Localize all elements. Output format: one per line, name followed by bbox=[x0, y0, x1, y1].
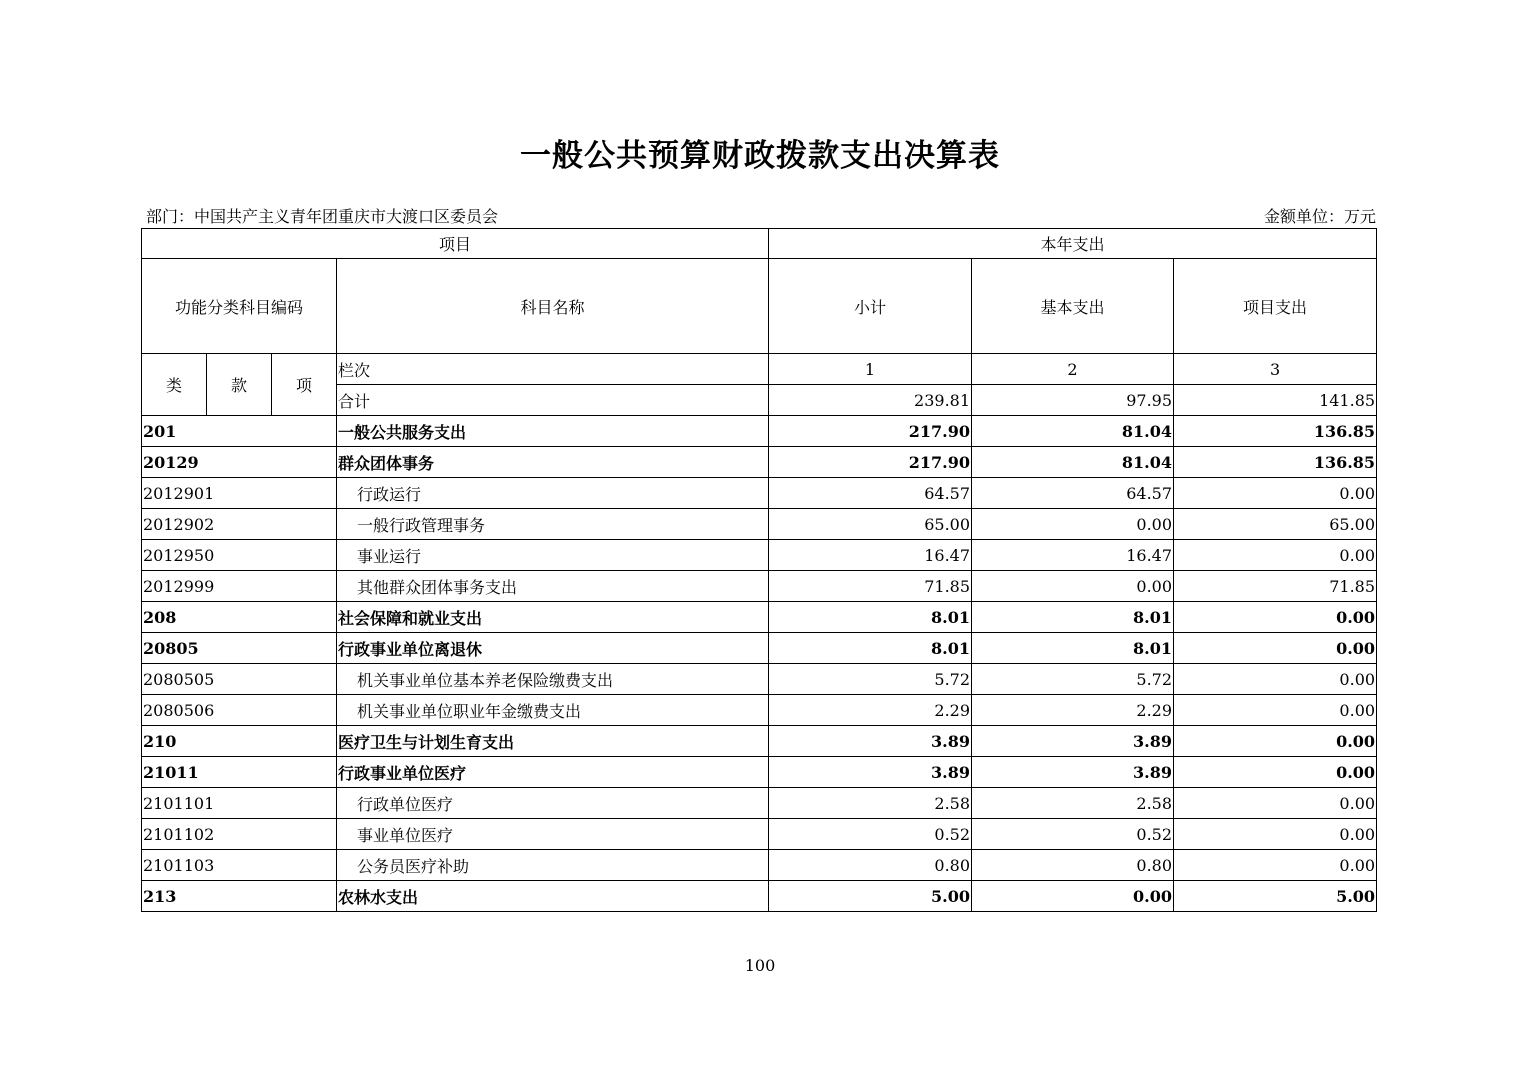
row-basic: 0.80 bbox=[972, 850, 1174, 881]
row-code: 208 bbox=[142, 602, 337, 633]
table-row bbox=[142, 478, 1377, 509]
table-row bbox=[142, 571, 1377, 602]
header-project: 项目 bbox=[142, 229, 769, 259]
row-project: 0.00 bbox=[1174, 478, 1377, 509]
row-name: 行政单位医疗 bbox=[337, 788, 769, 819]
table-row bbox=[142, 850, 1377, 881]
row-name: 社会保障和就业支出 bbox=[337, 602, 769, 633]
row-subtotal: 5.72 bbox=[769, 664, 972, 695]
row-project: 0.00 bbox=[1174, 757, 1377, 788]
row-project: 65.00 bbox=[1174, 509, 1377, 540]
unit-label: 金额单位：万元 bbox=[1263, 207, 1376, 226]
table-row bbox=[142, 819, 1377, 850]
row-basic: 2.58 bbox=[972, 788, 1174, 819]
table-row bbox=[142, 788, 1377, 819]
row-code: 21011 bbox=[142, 757, 337, 788]
row-subtotal: 16.47 bbox=[769, 540, 972, 571]
row-project: 0.00 bbox=[1174, 850, 1377, 881]
row-name: 行政事业单位医疗 bbox=[337, 757, 769, 788]
row-basic: 5.72 bbox=[972, 664, 1174, 695]
table-row bbox=[142, 602, 1377, 633]
row-subtotal: 71.85 bbox=[769, 571, 972, 602]
row-code: 20805 bbox=[142, 633, 337, 664]
row-basic: 16.47 bbox=[972, 540, 1174, 571]
row-project: 71.85 bbox=[1174, 571, 1377, 602]
page-number: 100 bbox=[744, 956, 776, 975]
table-row bbox=[142, 633, 1377, 664]
table-row bbox=[142, 447, 1377, 478]
header-name: 科目名称 bbox=[337, 259, 769, 354]
row-name: 群众团体事务 bbox=[337, 447, 769, 478]
page-title: 一般公共预算财政拨款支出决算表 bbox=[520, 138, 1000, 174]
row-name: 农林水支出 bbox=[337, 881, 769, 912]
row-subtotal: 64.57 bbox=[769, 478, 972, 509]
header-col3: 3 bbox=[1174, 354, 1377, 385]
row-basic: 64.57 bbox=[972, 478, 1174, 509]
row-name: 机关事业单位基本养老保险缴费支出 bbox=[337, 664, 769, 695]
row-basic: 2.29 bbox=[972, 695, 1174, 726]
table-row bbox=[142, 695, 1377, 726]
row-subtotal: 217.90 bbox=[769, 416, 972, 447]
row-basic: 8.01 bbox=[972, 602, 1174, 633]
row-basic: 8.01 bbox=[972, 633, 1174, 664]
header-subtotal: 小计 bbox=[769, 259, 972, 354]
row-name: 一般公共服务支出 bbox=[337, 416, 769, 447]
row-project: 0.00 bbox=[1174, 664, 1377, 695]
total-subtotal: 239.81 bbox=[769, 385, 972, 416]
table-row bbox=[142, 881, 1377, 912]
header-lei: 类 bbox=[142, 354, 207, 416]
expenditure-table bbox=[141, 228, 1377, 912]
row-basic: 3.89 bbox=[972, 757, 1174, 788]
row-name: 其他群众团体事务支出 bbox=[337, 571, 769, 602]
row-project: 0.00 bbox=[1174, 633, 1377, 664]
total-basic: 97.95 bbox=[972, 385, 1174, 416]
header-xiang: 项 bbox=[272, 354, 337, 416]
row-project: 0.00 bbox=[1174, 540, 1377, 571]
table-row bbox=[142, 416, 1377, 447]
table-row bbox=[142, 540, 1377, 571]
row-code: 2101102 bbox=[142, 819, 337, 850]
row-basic: 0.00 bbox=[972, 571, 1174, 602]
row-code: 210 bbox=[142, 726, 337, 757]
header-code: 功能分类科目编码 bbox=[142, 259, 337, 354]
header-col2: 2 bbox=[972, 354, 1174, 385]
header-column-no: 栏次 bbox=[337, 354, 769, 385]
table-row bbox=[142, 509, 1377, 540]
row-project: 0.00 bbox=[1174, 726, 1377, 757]
row-subtotal: 8.01 bbox=[769, 602, 972, 633]
row-code: 2012902 bbox=[142, 509, 337, 540]
row-subtotal: 2.29 bbox=[769, 695, 972, 726]
total-project: 141.85 bbox=[1174, 385, 1377, 416]
row-name: 一般行政管理事务 bbox=[337, 509, 769, 540]
row-project: 0.00 bbox=[1174, 819, 1377, 850]
row-subtotal: 3.89 bbox=[769, 726, 972, 757]
row-basic: 81.04 bbox=[972, 416, 1174, 447]
header-project-expenditure: 项目支出 bbox=[1174, 259, 1377, 354]
row-code: 2012950 bbox=[142, 540, 337, 571]
row-subtotal: 65.00 bbox=[769, 509, 972, 540]
row-name: 机关事业单位职业年金缴费支出 bbox=[337, 695, 769, 726]
row-subtotal: 8.01 bbox=[769, 633, 972, 664]
row-project: 0.00 bbox=[1174, 788, 1377, 819]
row-basic: 0.00 bbox=[972, 881, 1174, 912]
row-code: 213 bbox=[142, 881, 337, 912]
row-code: 2080506 bbox=[142, 695, 337, 726]
row-name: 公务员医疗补助 bbox=[337, 850, 769, 881]
total-label: 合计 bbox=[337, 385, 769, 416]
row-name: 事业运行 bbox=[337, 540, 769, 571]
table-row bbox=[142, 757, 1377, 788]
row-code: 2101101 bbox=[142, 788, 337, 819]
row-subtotal: 2.58 bbox=[769, 788, 972, 819]
header-col1: 1 bbox=[769, 354, 972, 385]
row-basic: 81.04 bbox=[972, 447, 1174, 478]
department-label: 部门：中国共产主义青年团重庆市大渡口区委员会 bbox=[146, 207, 499, 226]
row-code: 2101103 bbox=[142, 850, 337, 881]
row-code: 2080505 bbox=[142, 664, 337, 695]
row-basic: 0.52 bbox=[972, 819, 1174, 850]
table-row bbox=[142, 664, 1377, 695]
header-basic: 基本支出 bbox=[972, 259, 1174, 354]
table-row bbox=[142, 726, 1377, 757]
row-project: 136.85 bbox=[1174, 416, 1377, 447]
header-current-year: 本年支出 bbox=[769, 229, 1377, 259]
row-project: 0.00 bbox=[1174, 602, 1377, 633]
row-code: 20129 bbox=[142, 447, 337, 478]
header-kuan: 款 bbox=[207, 354, 272, 416]
row-subtotal: 3.89 bbox=[769, 757, 972, 788]
row-code: 2012901 bbox=[142, 478, 337, 509]
row-basic: 0.00 bbox=[972, 509, 1174, 540]
row-name: 行政运行 bbox=[337, 478, 769, 509]
row-name: 事业单位医疗 bbox=[337, 819, 769, 850]
row-project: 0.00 bbox=[1174, 695, 1377, 726]
row-basic: 3.89 bbox=[972, 726, 1174, 757]
row-code: 2012999 bbox=[142, 571, 337, 602]
row-name: 医疗卫生与计划生育支出 bbox=[337, 726, 769, 757]
row-subtotal: 0.80 bbox=[769, 850, 972, 881]
row-subtotal: 0.52 bbox=[769, 819, 972, 850]
row-name: 行政事业单位离退休 bbox=[337, 633, 769, 664]
row-code: 201 bbox=[142, 416, 337, 447]
row-subtotal: 217.90 bbox=[769, 447, 972, 478]
row-project: 136.85 bbox=[1174, 447, 1377, 478]
row-project: 5.00 bbox=[1174, 881, 1377, 912]
row-subtotal: 5.00 bbox=[769, 881, 972, 912]
